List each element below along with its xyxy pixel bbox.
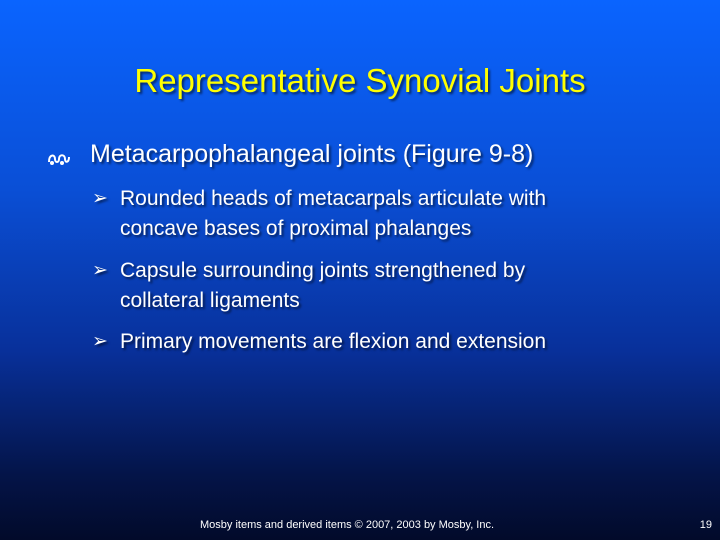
main-bullet bbox=[46, 140, 533, 172]
sub-bullet-2-line-2: collateral ligaments bbox=[120, 289, 300, 312]
arrowhead-icon: ➢ bbox=[92, 331, 108, 352]
sub-bullet-1-line-1: Rounded heads of metacarpals articulate with bbox=[120, 187, 547, 210]
arrowhead-icon: ➢ bbox=[92, 188, 108, 209]
sub-bullet-2 bbox=[92, 256, 652, 316]
arrowhead-icon: ➢ bbox=[92, 260, 108, 281]
sub-bullet-1 bbox=[92, 184, 652, 244]
sub-bullet-1-line-2: concave bases of proximal phalanges bbox=[120, 217, 472, 240]
fancy-bullet-icon bbox=[46, 148, 72, 172]
sub-bullet-3 bbox=[92, 327, 652, 357]
footer-copyright: Mosby items and derived items © 2007, 2003 by Mosby, Inc. bbox=[200, 519, 495, 531]
page-number: 19 bbox=[699, 519, 712, 531]
sub-bullet-3-line-1: Primary movements are flexion and extension bbox=[120, 330, 547, 353]
sub-bullet-2-line-1: Capsule surrounding joints strengthened by bbox=[120, 259, 526, 282]
main-bullet-text: Metacarpophalangeal joints (Figure 9-8) bbox=[90, 140, 534, 168]
slide-title: Representative Synovial Joints bbox=[134, 62, 586, 99]
